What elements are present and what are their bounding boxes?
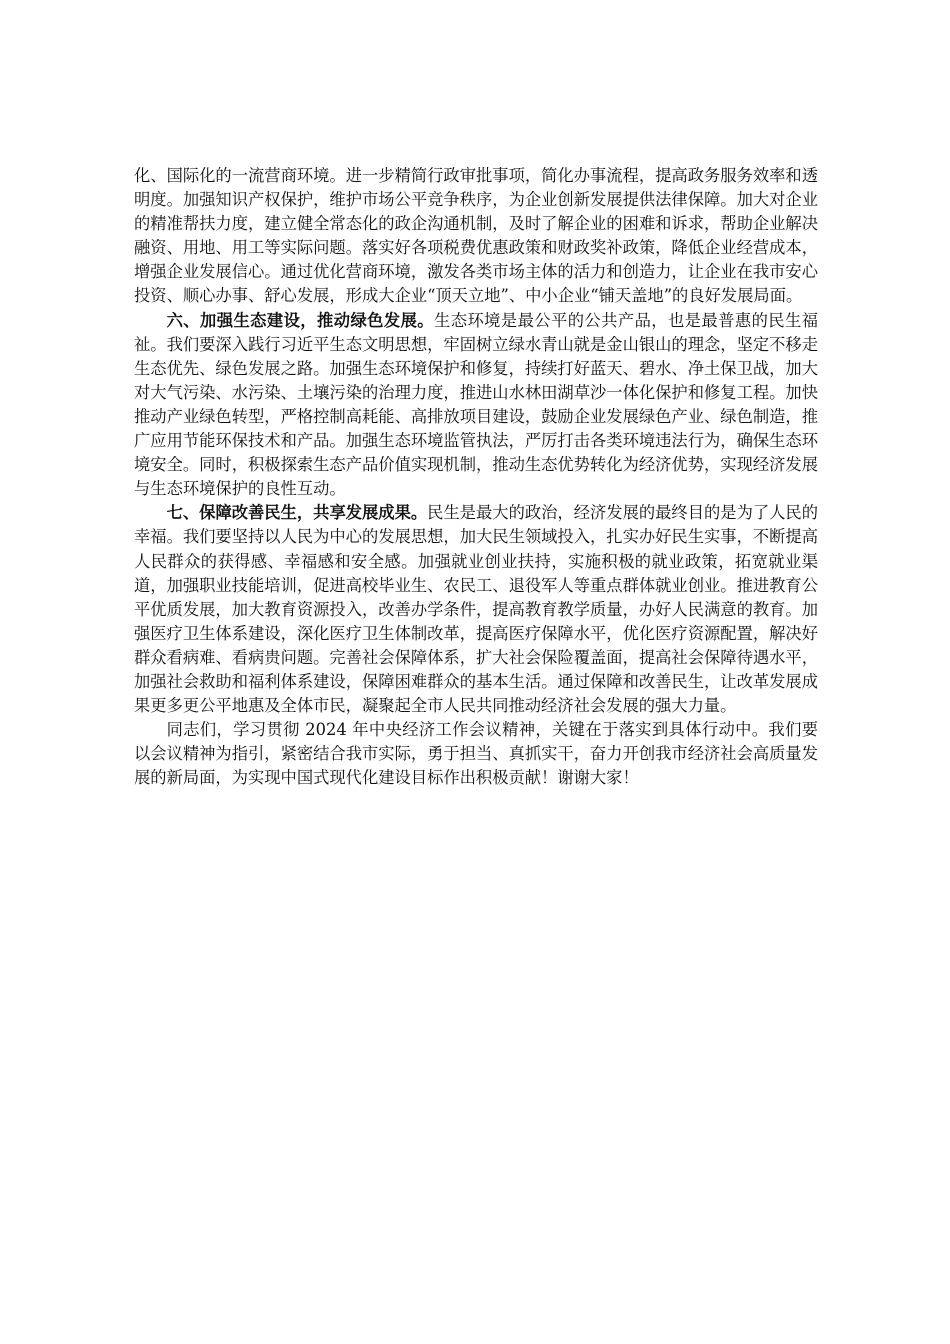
paragraph-text: 化、国际化的一流营商环境。进一步精简行政审批事项，简化办事流程，提高政务服务效率和透明度。加强知识产权保护，维护市场公平竞争秩序，为企业创新发展提供法律保障。加大对企业的精准帮扶力度，建立健全常态化的政企沟通机制，及时了解企业的困难和诉求，帮助企业解决融资、用地、用工等实际问题。落实好各项税费优惠政策和财政奖补政策，降低企业经营成本，增强企业发展信心。通过优化营商环境，激发各类市场主体的活力和创造力，让企业在我市安心投资、顺心办事、舒心发展，形成大企业“顶天立地”、中小企业“铺天盖地”的良好发展局面。 [134,166,818,306]
section-heading-ecology: 六、加强生态建设，推动绿色发展。 [166,310,435,330]
paragraph-livelihood [134,501,818,718]
paragraph-business-environment [134,164,818,309]
paragraph-text: 同志们，学习贯彻 2024 年中央经济工作会议精神，关键在于落实到具体行动中。我们要以会议精神为指引，紧密结合我市实际，勇于担当、真抓实干，奋力开创我市经济社会高质量发展的新局面，为实现中国式现代化建设目标作出积极贡献！谢谢大家！ [134,720,818,788]
paragraph-closing [134,718,818,790]
document-body [134,164,818,790]
section-heading-livelihood: 七、保障改善民生，共享发展成果。 [166,503,428,523]
paragraph-ecology [134,309,818,502]
paragraph-text: 民生是最大的政治，经济发展的最终目的是为了人民的幸福。我们要坚持以人民为中心的发展思想，加大民生领域投入，扎实办好民生实事，不断提高人民群众的获得感、幸福感和安全感。加强就业创业扶持，实施积极的就业政策，拓宽就业渠道，加强职业技能培训，促进高校毕业生、农民工、退役军人等重点群体就业创业。推进教育公平优质发展，加大教育资源投入，改善办学条件，提高教育教学质量，办好人民满意的教育。加强医疗卫生体系建设，深化医疗卫生体制改革，提高医疗保障水平，优化医疗资源配置，解决好群众看病难、看病贵问题。完善社会保障体系，扩大社会保险覆盖面，提高社会保障待遇水平，加强社会救助和福利体系建设，保障困难群众的基本生活。通过保障和改善民生，让改革发展成果更多更公平地惠及全体市民，凝聚起全市人民共同推动经济社会发展的强大力量。 [134,503,818,716]
paragraph-text: 生态环境是最公平的公共产品，也是最普惠的民生福祉。我们要深入践行习近平生态文明思想，牢固树立绿水青山就是金山银山的理念，坚定不移走生态优先、绿色发展之路。加强生态环境保护和修复，持续打好蓝天、碧水、净土保卫战，加大对大气污染、水污染、土壤污染的治理力度，推进山水林田湖草沙一体化保护和修复工程。加快推动产业绿色转型，严格控制高耗能、高排放项目建设，鼓励企业发展绿色产业、绿色制造，推广应用节能环保技术和产品。加强生态环境监管执法，严厉打击各类环境违法行为，确保生态环境安全。同时，积极探索生态产品价值实现机制，推动生态优势转化为经济优势，实现经济发展与生态环境保护的良性互动。 [134,310,818,499]
